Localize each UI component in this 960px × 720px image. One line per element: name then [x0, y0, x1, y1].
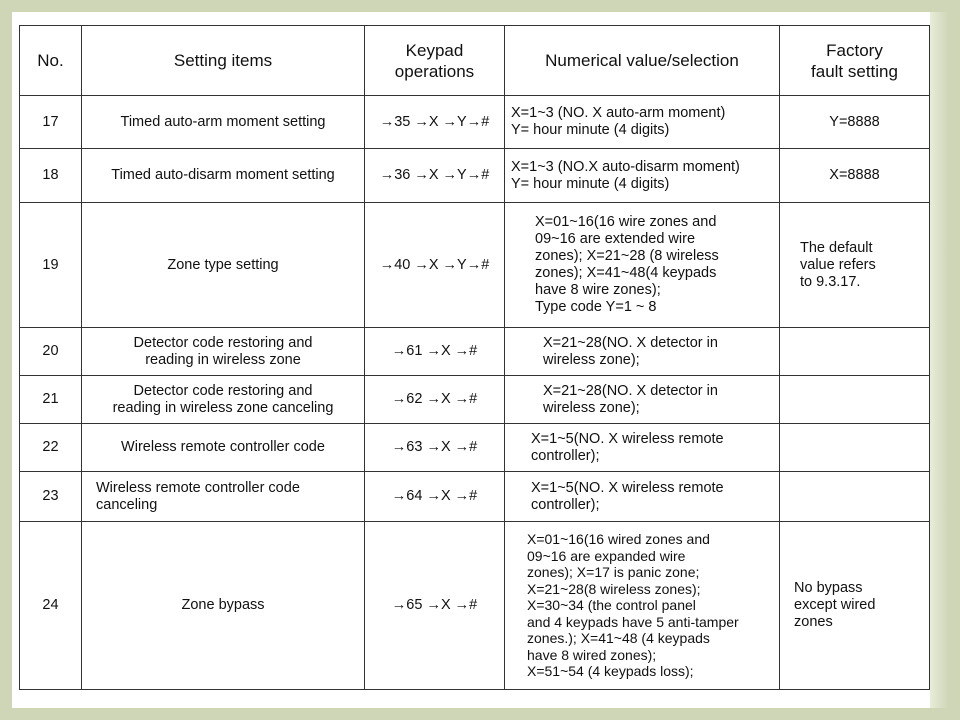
- table-row: [20, 328, 930, 376]
- header-row: [20, 26, 930, 96]
- settings-table: [19, 25, 930, 690]
- setting-item: Detector code restoring and reading in wireless zone: [82, 328, 365, 376]
- value-selection: X=21~28(NO. X detector in wireless zone);: [505, 376, 780, 424]
- row-number: 19: [20, 203, 82, 328]
- table-row: [20, 424, 930, 472]
- row-number: 21: [20, 376, 82, 424]
- factory-setting: [780, 328, 930, 376]
- setting-item: Zone bypass: [82, 522, 365, 690]
- factory-setting: [780, 376, 930, 424]
- keypad-operation: →36 →X →Y→#: [365, 149, 505, 203]
- value-selection: X=01~16(16 wire zones and 09~16 are extended wire zones); X=21~28 (8 wireless zones); X=41~48(4 keypads have 8 wire zones); Type code Y=1 ~ 8: [505, 203, 780, 328]
- setting-item: Wireless remote controller code canceling: [82, 472, 365, 522]
- row-number: 23: [20, 472, 82, 522]
- table-row: [20, 376, 930, 424]
- row-number: 20: [20, 328, 82, 376]
- table-row: [20, 96, 930, 149]
- row-number: 17: [20, 96, 82, 149]
- setting-item: Zone type setting: [82, 203, 365, 328]
- table-row: [20, 472, 930, 522]
- keypad-operation: →65 →X →#: [365, 522, 505, 690]
- table-row: [20, 149, 930, 203]
- keypad-operation: →40 →X →Y→#: [365, 203, 505, 328]
- value-selection: X=1~5(NO. X wireless remote controller);: [505, 472, 780, 522]
- factory-setting: Y=8888: [780, 96, 930, 149]
- row-number: 18: [20, 149, 82, 203]
- table-row: [20, 522, 930, 690]
- header-no: No.: [20, 26, 82, 96]
- value-selection: X=01~16(16 wired zones and 09~16 are expanded wire zones); X=17 is panic zone; X=21~28(8 wireless zones); X=30~34 (the control panel and 4 keypads have 5 anti-tamper zones.); X=41~48 (4 keypads have 8 wired zones); X=51~54 (4 keypads loss);: [505, 522, 780, 690]
- setting-item: Wireless remote controller code: [82, 424, 365, 472]
- slide-edge-decoration: [930, 12, 948, 708]
- header-factory-setting: Factory fault setting: [780, 26, 930, 96]
- factory-setting: No bypass except wired zones: [780, 522, 930, 690]
- setting-item: Timed auto-disarm moment setting: [82, 149, 365, 203]
- header-keypad-operations: Keypad operations: [365, 26, 505, 96]
- keypad-operation: →35 →X →Y→#: [365, 96, 505, 149]
- value-selection: X=1~3 (NO.X auto-disarm moment) Y= hour minute (4 digits): [505, 149, 780, 203]
- setting-item: Detector code restoring and reading in wireless zone canceling: [82, 376, 365, 424]
- value-selection: X=1~5(NO. X wireless remote controller);: [505, 424, 780, 472]
- setting-item: Timed auto-arm moment setting: [82, 96, 365, 149]
- keypad-operation: →61 →X →#: [365, 328, 505, 376]
- keypad-operation: →62 →X →#: [365, 376, 505, 424]
- row-number: 22: [20, 424, 82, 472]
- keypad-operation: →63 →X →#: [365, 424, 505, 472]
- factory-setting: The default value refers to 9.3.17.: [780, 203, 930, 328]
- factory-setting: [780, 472, 930, 522]
- factory-setting: X=8888: [780, 149, 930, 203]
- factory-setting: [780, 424, 930, 472]
- keypad-operation: →64 →X →#: [365, 472, 505, 522]
- value-selection: X=21~28(NO. X detector in wireless zone);: [505, 328, 780, 376]
- header-setting-items: Setting items: [82, 26, 365, 96]
- row-number: 24: [20, 522, 82, 690]
- value-selection: X=1~3 (NO. X auto-arm moment) Y= hour minute (4 digits): [505, 96, 780, 149]
- table-row: [20, 203, 930, 328]
- header-numerical-value: Numerical value/selection: [505, 26, 780, 96]
